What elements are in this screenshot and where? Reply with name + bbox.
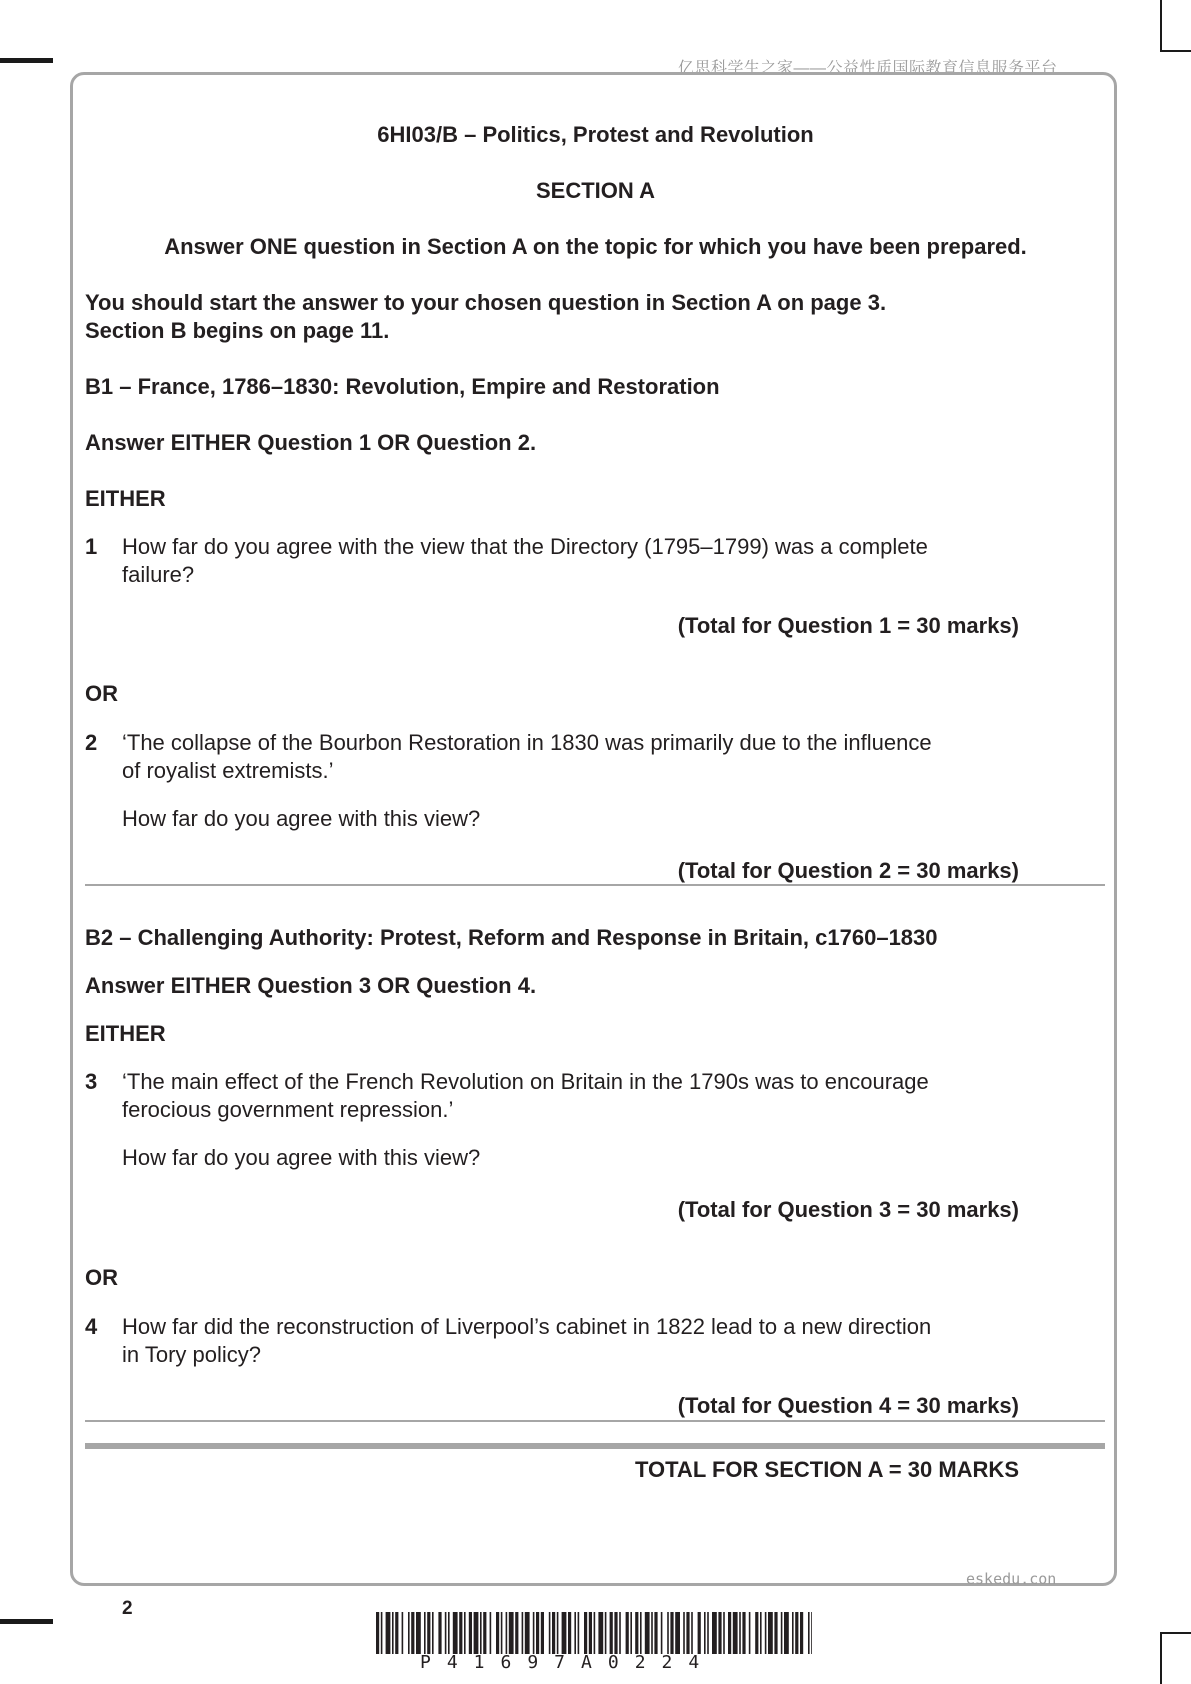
barcode-bar [686, 1612, 689, 1654]
barcode-bar [614, 1612, 617, 1654]
b1-or: OR [85, 681, 118, 706]
barcode-bar [675, 1612, 680, 1654]
crop-mark-right-bottom-h [1160, 1632, 1191, 1634]
question-3-prompt: How far do you agree with this view? [122, 1145, 481, 1170]
barcode-bar [651, 1612, 653, 1654]
question-3-total: (Total for Question 3 = 30 marks) [677, 1197, 1019, 1222]
barcode-bar [480, 1612, 482, 1654]
barcode-bar [533, 1612, 535, 1654]
barcode-bar [427, 1612, 430, 1654]
barcode-bar [376, 1612, 379, 1654]
question-4-number: 4 [85, 1314, 98, 1339]
barcode-bar [645, 1612, 650, 1654]
barcode-bar [496, 1612, 499, 1654]
barcode-bar [416, 1612, 421, 1654]
barcode-bar [408, 1612, 410, 1654]
paper-title: 6HI03/B – Politics, Protest and Revolution [377, 122, 814, 147]
barcode-bar [541, 1612, 544, 1654]
barcode-bar [707, 1612, 709, 1654]
barcode-bar [594, 1612, 596, 1654]
barcode-bar [640, 1612, 642, 1654]
crop-mark-left-bottom [0, 1619, 53, 1624]
barcode-bar [626, 1612, 629, 1654]
barcode-bar [448, 1612, 450, 1654]
barcode-bar [698, 1612, 701, 1654]
barcode-bar [733, 1612, 738, 1654]
question-2-line-1: ‘The collapse of the Bourbon Restoration in 1830 was primarily due to the influence [122, 730, 932, 755]
barcode-bar [568, 1612, 571, 1654]
divider-b1-b2 [85, 884, 1105, 886]
section-a-total: TOTAL FOR SECTION A = 30 MARKS [634, 1457, 1019, 1482]
b1-either: EITHER [85, 486, 166, 511]
question-3-line-1: ‘The main effect of the French Revolution on Britain in the 1790s was to encourage [122, 1069, 929, 1094]
barcode-bar [483, 1612, 486, 1654]
barcode-bar [768, 1612, 773, 1654]
barcode-bar [501, 1612, 503, 1654]
question-3-number: 3 [85, 1069, 98, 1094]
barcode-bar [667, 1612, 669, 1654]
barcode-bar [598, 1612, 603, 1654]
barcode-text: P41697A0224 [420, 1652, 716, 1673]
barcode-bar [424, 1612, 426, 1654]
b1-heading: B1 – France, 1786–1830: Revolution, Empire and Restoration [85, 374, 720, 399]
barcode-bar [712, 1612, 717, 1654]
barcode-bar [453, 1612, 458, 1654]
barcode-bar [800, 1612, 803, 1654]
question-1-line-1: How far do you agree with the view that the Directory (1795–1799) was a complete [122, 534, 928, 559]
barcode-bar [557, 1612, 559, 1654]
barcode-bar [445, 1612, 447, 1654]
barcode-bar [589, 1612, 592, 1654]
barcode-bar [395, 1612, 398, 1654]
barcode-bar [795, 1612, 798, 1654]
barcode-bar [728, 1612, 731, 1654]
barcode [376, 1612, 812, 1654]
question-1-number: 1 [85, 534, 98, 559]
barcode-bar [474, 1612, 479, 1654]
barcode-bar [509, 1612, 514, 1654]
barcode-bar [515, 1612, 518, 1654]
section-instruction: Answer ONE question in Section A on the topic for which you have been prepared. [164, 234, 1027, 259]
barcode-bar [630, 1612, 632, 1654]
barcode-bar [438, 1612, 441, 1654]
start-note-line-1: You should start the answer to your chosen question in Section A on page 3. [85, 290, 887, 315]
barcode-bar [562, 1612, 567, 1654]
crop-mark-right-bottom [1160, 1632, 1162, 1684]
barcode-bar [469, 1612, 472, 1654]
question-4-line-2: in Tory policy? [122, 1342, 261, 1367]
page-number: 2 [122, 1598, 133, 1619]
divider-section-total [85, 1443, 1105, 1449]
barcode-bar [755, 1612, 758, 1654]
crop-mark-right-top [1160, 0, 1162, 52]
barcode-bar [525, 1612, 530, 1654]
barcode-bar [742, 1612, 745, 1654]
watermark-bottom: eskedu.con [966, 1570, 1057, 1588]
question-2-line-2: of royalist extremists.’ [122, 758, 334, 783]
question-4-line-1: How far did the reconstruction of Liverpool’s cabinet in 1822 lead to a new direction [122, 1314, 932, 1339]
barcode-bar [574, 1612, 576, 1654]
barcode-bar [536, 1612, 539, 1654]
crop-mark-left-top [0, 58, 53, 63]
start-note-line-2: Section B begins on page 11. [85, 318, 390, 343]
barcode-bar [808, 1612, 810, 1654]
barcode-bar [392, 1612, 394, 1654]
barcode-bar [654, 1612, 657, 1654]
barcode-bar [459, 1612, 462, 1654]
question-1-line-2: failure? [122, 562, 195, 587]
question-1-total: (Total for Question 1 = 30 marks) [677, 613, 1019, 638]
section-title: SECTION A [536, 178, 655, 203]
barcode-bar [381, 1612, 383, 1654]
barcode-bar [490, 1612, 492, 1654]
watermark-top: 亿思科学生之家——公益性质国际教育信息服务平台 [678, 60, 1058, 77]
barcode-bar [635, 1612, 638, 1654]
barcode-bar [402, 1612, 404, 1654]
barcode-bar [781, 1612, 783, 1654]
barcode-bar [739, 1612, 741, 1654]
b2-either: EITHER [85, 1021, 166, 1046]
question-2-number: 2 [85, 730, 98, 755]
barcode-bar [522, 1612, 524, 1654]
barcode-bar [749, 1612, 751, 1654]
barcode-bar [584, 1612, 587, 1654]
b2-or: OR [85, 1265, 118, 1290]
barcode-bar [723, 1612, 725, 1654]
barcode-bar [619, 1612, 621, 1654]
barcode-bar [774, 1612, 777, 1654]
b2-answer-note: Answer EITHER Question 3 OR Question 4. [85, 973, 537, 998]
barcode-bar [704, 1612, 706, 1654]
barcode-bar [661, 1612, 663, 1654]
barcode-bar [792, 1612, 794, 1654]
barcode-bar [464, 1612, 466, 1654]
barcode-bar [811, 1612, 812, 1654]
barcode-bar [610, 1612, 613, 1654]
barcode-bar [784, 1612, 789, 1654]
crop-mark-right-top-h [1160, 50, 1191, 52]
b1-answer-note: Answer EITHER Question 1 OR Question 2. [85, 430, 537, 455]
question-4-total: (Total for Question 4 = 30 marks) [677, 1393, 1019, 1418]
barcode-bar [670, 1612, 673, 1654]
barcode-bar [432, 1612, 434, 1654]
divider-question-4 [85, 1420, 1105, 1422]
question-3-line-2: ferocious government repression.’ [122, 1097, 454, 1122]
barcode-bar [691, 1612, 693, 1654]
barcode-bar [411, 1612, 414, 1654]
barcode-bar [718, 1612, 721, 1654]
barcode-bar [386, 1612, 391, 1654]
barcode-bar [549, 1612, 551, 1654]
question-2-prompt: How far do you agree with this view? [122, 806, 481, 831]
question-2-total: (Total for Question 2 = 30 marks) [677, 858, 1019, 883]
barcode-bar [552, 1612, 555, 1654]
barcode-bar [506, 1612, 508, 1654]
barcode-bar [683, 1612, 685, 1654]
barcode-bar [760, 1612, 762, 1654]
barcode-bar [765, 1612, 767, 1654]
barcode-bar [578, 1612, 580, 1654]
barcode-bar [605, 1612, 607, 1654]
b2-heading: B2 – Challenging Authority: Protest, Reform and Response in Britain, c1760–1830 [85, 925, 938, 950]
